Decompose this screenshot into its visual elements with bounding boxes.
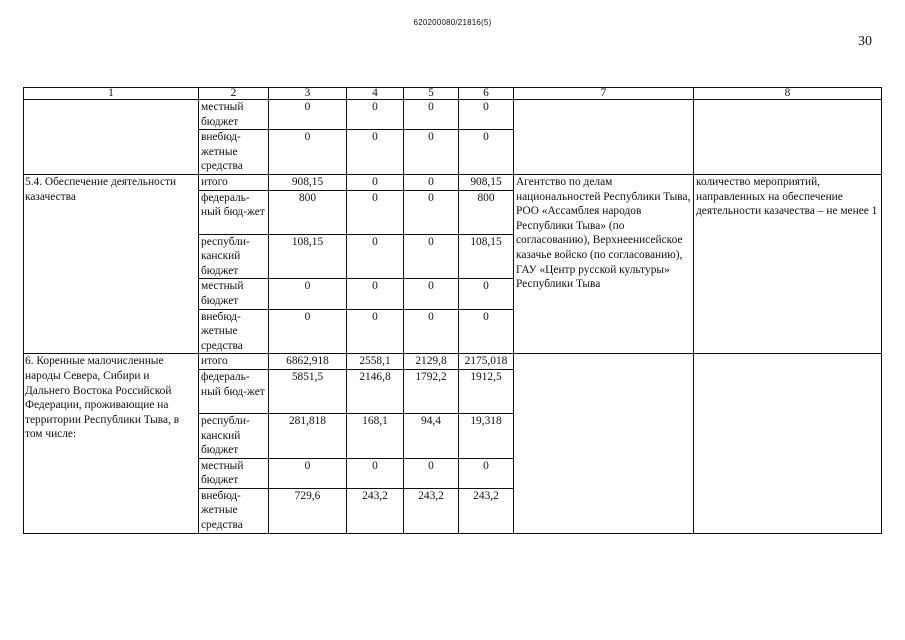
column-header: 4	[347, 88, 404, 100]
funding-source-cell: итого	[199, 354, 269, 370]
executor-cell	[514, 100, 694, 175]
amount-cell: 6862,918	[269, 354, 347, 370]
funding-source-cell: внебюд-жетные средства	[199, 309, 269, 354]
amount-cell: 0	[404, 234, 459, 279]
executor-cell: Агентство по делам национальностей Республики Тыва, РОО «Ассамблея народов Республики Тыва» (по согласованию), Верхнеенисейское казачье войско (по согласованию), ГАУ «Центр русской культуры» Республики Тыва	[514, 174, 694, 353]
column-header: 5	[404, 88, 459, 100]
funding-source-cell: федераль-ный бюд-жет	[199, 190, 269, 234]
amount-cell: 908,15	[269, 174, 347, 190]
amount-cell: 0	[404, 100, 459, 130]
amount-cell: 0	[404, 309, 459, 354]
expected-result-cell	[694, 100, 882, 175]
expected-result-cell: количество мероприятий, направленных на обеспечение деятельности казачества – не менее 1	[694, 174, 882, 353]
amount-cell: 0	[459, 279, 514, 309]
funding-source-cell: итого	[199, 174, 269, 190]
amount-cell: 0	[269, 309, 347, 354]
funding-source-cell: внебюд-жетные средства	[199, 130, 269, 175]
funding-source-cell: федераль-ный бюд-жет	[199, 369, 269, 413]
funding-source-cell: местный бюджет	[199, 100, 269, 130]
table-row	[24, 354, 882, 370]
amount-cell: 0	[269, 279, 347, 309]
column-header: 3	[269, 88, 347, 100]
activity-name-cell: 6. Коренные малочисленные народы Севера, Сибири и Дальнего Востока Российской Федерации, проживающие на территории Республики Тыва, в том числе:	[24, 354, 199, 533]
amount-cell: 2175,018	[459, 354, 514, 370]
table-row	[24, 100, 882, 130]
amount-cell: 94,4	[404, 413, 459, 458]
column-header: 1	[24, 88, 199, 100]
amount-cell: 0	[404, 174, 459, 190]
amount-cell: 0	[269, 100, 347, 130]
expected-result-cell	[694, 354, 882, 533]
amount-cell: 0	[404, 458, 459, 488]
amount-cell: 800	[459, 190, 514, 234]
activity-name-cell	[24, 100, 199, 175]
amount-cell: 729,6	[269, 488, 347, 533]
funding-source-cell: местный бюджет	[199, 279, 269, 309]
amount-cell: 2146,8	[347, 369, 404, 413]
funding-source-cell: республи-канский бюджет	[199, 413, 269, 458]
funding-source-cell: местный бюджет	[199, 458, 269, 488]
amount-cell: 0	[347, 130, 404, 175]
column-header-row	[24, 88, 882, 100]
funding-source-cell: республи-канский бюджет	[199, 234, 269, 279]
amount-cell: 0	[269, 458, 347, 488]
amount-cell: 0	[459, 458, 514, 488]
amount-cell: 0	[459, 100, 514, 130]
amount-cell: 243,2	[347, 488, 404, 533]
column-header: 8	[694, 88, 882, 100]
amount-cell: 0	[269, 130, 347, 175]
amount-cell: 0	[404, 279, 459, 309]
column-header: 6	[459, 88, 514, 100]
table-body	[24, 88, 882, 534]
amount-cell: 108,15	[269, 234, 347, 279]
amount-cell: 908,15	[459, 174, 514, 190]
amount-cell: 0	[347, 458, 404, 488]
amount-cell: 0	[347, 234, 404, 279]
amount-cell: 2129,8	[404, 354, 459, 370]
amount-cell: 0	[404, 130, 459, 175]
program-table	[23, 87, 882, 534]
funding-source-cell: внебюд-жетные средства	[199, 488, 269, 533]
amount-cell: 0	[347, 279, 404, 309]
amount-cell: 19,318	[459, 413, 514, 458]
amount-cell: 243,2	[459, 488, 514, 533]
amount-cell: 2558,1	[347, 354, 404, 370]
amount-cell: 800	[269, 190, 347, 234]
activity-name-cell: 5.4. Обеспечение деятельности казачества	[24, 174, 199, 353]
amount-cell: 0	[347, 100, 404, 130]
amount-cell: 0	[404, 190, 459, 234]
amount-cell: 108,15	[459, 234, 514, 279]
column-header: 2	[199, 88, 269, 100]
amount-cell: 0	[459, 309, 514, 354]
page-number: 30	[858, 34, 872, 49]
column-header: 7	[514, 88, 694, 100]
table-row	[24, 174, 882, 190]
amount-cell: 0	[347, 174, 404, 190]
executor-cell	[514, 354, 694, 533]
amount-cell: 281,818	[269, 413, 347, 458]
amount-cell: 1912,5	[459, 369, 514, 413]
amount-cell: 5851,5	[269, 369, 347, 413]
amount-cell: 168,1	[347, 413, 404, 458]
amount-cell: 0	[347, 309, 404, 354]
amount-cell: 1792,2	[404, 369, 459, 413]
document-code: 620200080/21816(5)	[413, 18, 492, 27]
amount-cell: 0	[459, 130, 514, 175]
amount-cell: 0	[347, 190, 404, 234]
amount-cell: 243,2	[404, 488, 459, 533]
